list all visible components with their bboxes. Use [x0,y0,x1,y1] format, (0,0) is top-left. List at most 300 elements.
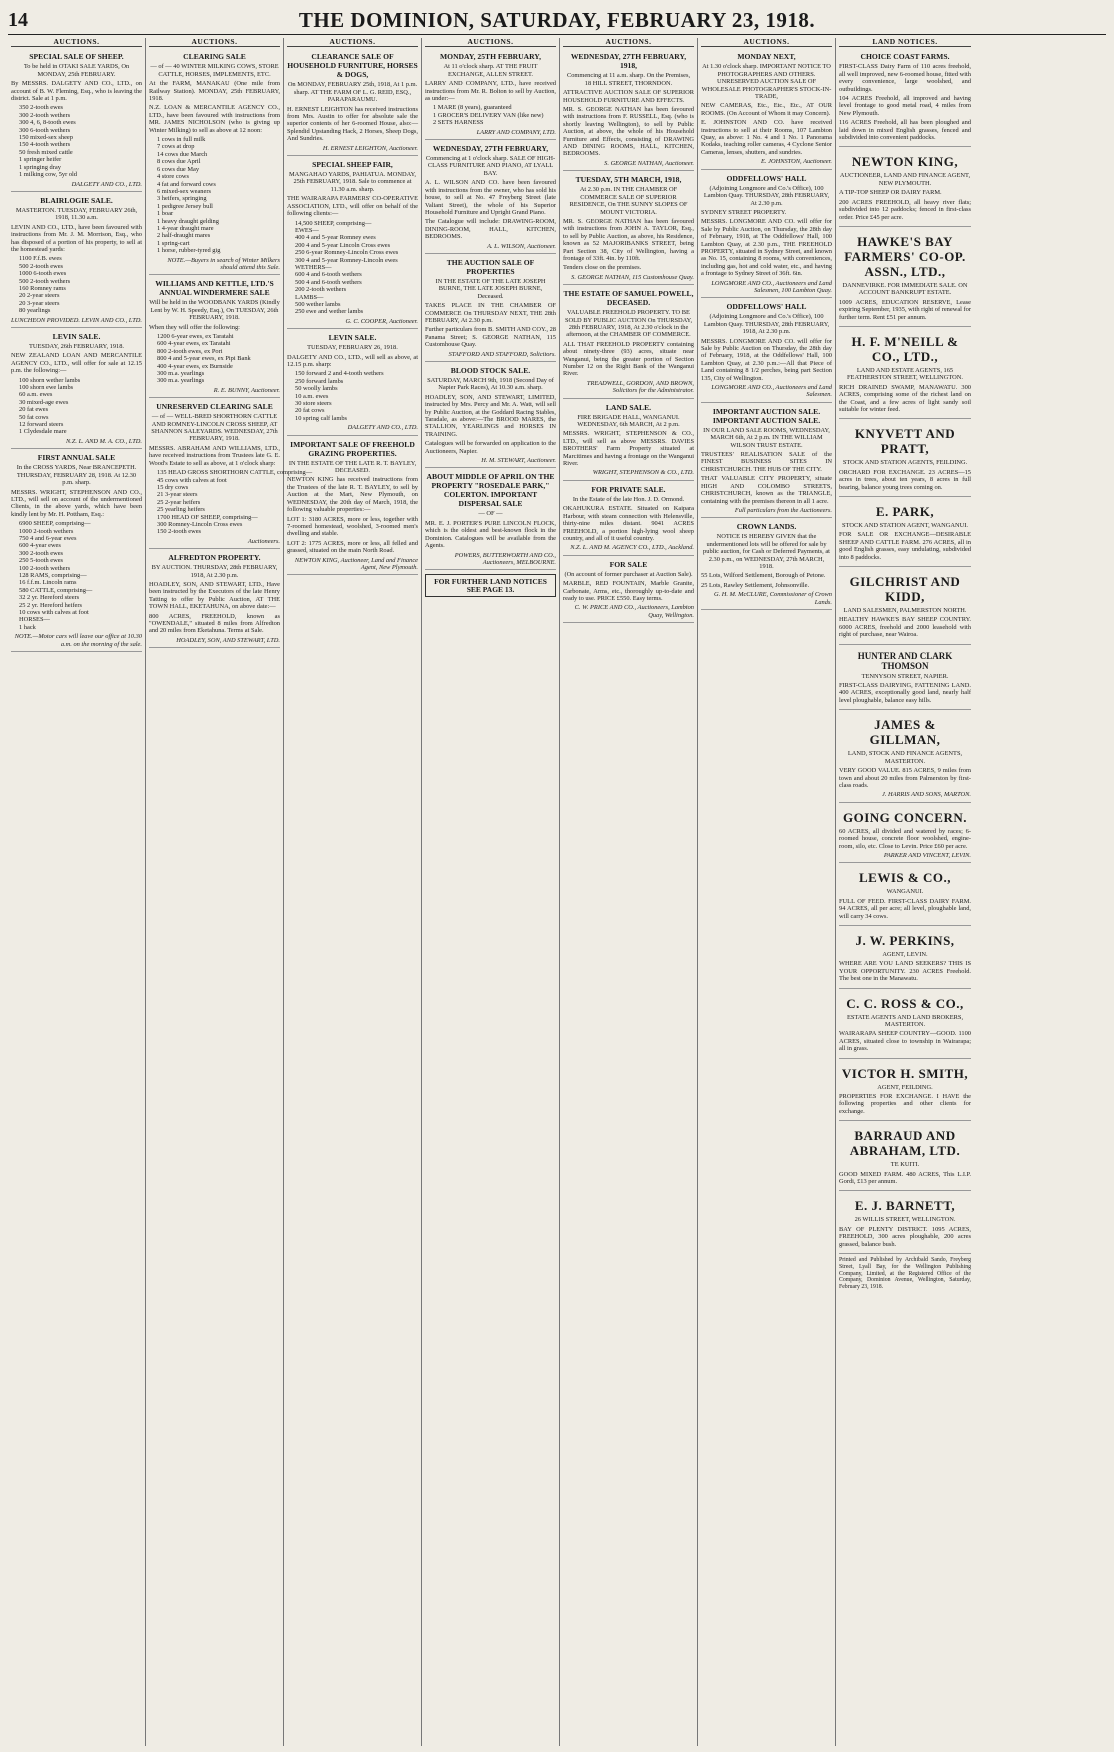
column-heading: AUCTIONS. [149,38,280,47]
ad-body [149,324,280,331]
advertisement [425,142,556,254]
ad-list-item: 350 2-tooth ewes [19,104,64,112]
column-1 [8,38,146,1746]
ad-list-item: 400 4 and 5-year Romney ewes [295,234,376,242]
ad-signature: G. C. COOPER, Auctioneer. [345,317,418,325]
advertisement [563,287,694,398]
ad-list-item: 500 wether lambs [295,300,341,308]
ad-heading: THE AUCTION SALE OF PROPERTIES [446,257,535,276]
ad-subheading: FIRE BRIGADE HALL, WANGANUI. WEDNESDAY, 6th MARCH, At 2 p.m. [577,413,680,429]
ad-list-item: 1 heavy draught gelding [157,217,219,225]
ad-subheading: — of — 40 WINTER MILKING COWS, STORE CATTLE, HORSES, IMPLEMENTS, ETC. [150,63,279,78]
ad-list-item: 400 4-year ewes, ex Burnside [157,362,233,370]
advertisement [839,499,971,567]
ad-heading: WEDNESDAY, 27TH FEBRUARY, 1918, [570,52,687,71]
ad-paragraph: ATTRACTIVE AUCTION SALE OF SUPERIOR HOUSEHOLD FURNITURE AND EFFECTS. [563,89,694,104]
ad-body [839,299,971,321]
ad-heading: H. F. M'NEILL & CO., LTD., [851,333,959,364]
ad-signature: NOTE.—Buyers in search of Winter Milkers should attend this Sale. [167,256,280,271]
advertisement [701,520,832,610]
ad-body [287,106,418,143]
ad-paragraph: 25 Lots, Rawley Settlement, Johnsonville. [701,581,810,589]
ad-list-item: 16 f.f.m. Lincoln rams [19,579,77,587]
ad-body [839,960,971,982]
ad-signature: A. L. WILSON, Auctioneer. [487,242,556,250]
ad-list-item: 250 5-tooth ewes [19,557,64,565]
ad-heading: J. W. PERKINS, [855,932,955,948]
ad-paragraph: DALGETY AND CO., LTD., will sell as above, at 12.15 p.m. sharp: [287,353,418,368]
ad-subheading: At 11 o'clock sharp. AT THE FRUIT EXCHANGE, ALLEN STREET. [443,63,538,78]
ad-body [701,338,832,382]
ad-heading: BARRAUD AND ABRAHAM, LTD. [849,1128,961,1159]
ad-body [839,384,971,414]
ad-paragraph: By MESSRS. DALGETY AND CO., LTD., on account of B. W. Fleming, Esq., who is leaving the district. Sale at 1 p.m. [11,80,142,103]
ad-list-item: 6900 SHEEP, comprising— [19,520,91,528]
ad-list-item: 100 2-tooth wethers [19,564,71,572]
further-notices-box: FOR FURTHER LAND NOTICES SEE PAGE 13. [425,574,556,597]
advertisement [11,194,142,328]
ad-signature: R. E. BUNNY, Auctioneer. [213,386,280,394]
ad-list-item: 300 2-tooth ewes [19,549,64,557]
ad-heading: HUNTER AND CLARK THOMSON [857,650,953,671]
ad-list-item: 32 2 yr. Hereford steers [19,594,80,602]
ad-list-item: 300 4 and 5-year Romney-Lincoln ewes [295,256,398,264]
ad-heading: GOING CONCERN. [842,809,967,825]
ad-body [563,218,694,272]
ad-paragraph: NEW ZEALAND LOAN AND MERCANTILE AGENCY CO., LTD., will offer for sale at 12.15 p.m. the following:— [11,352,142,375]
column-heading: AUCTIONS. [563,38,694,47]
advertisement [839,149,971,226]
ad-list-item: 25 2 yr. Hereford heifers [19,601,82,609]
ad-list-item: 300 4, 6, 8-tooth ewes [19,119,76,127]
ad-paragraph: 116 ACRES Freehold, all has been ploughed and laid down in mixed English grasses, fenced and subdivided into convenient paddocks. [839,119,971,142]
ad-paragraph: THAT VALUABLE CITY PROPERTY, situate HIGH AND COLOMBO STREETS, CHRISTCHURCH, known as the TRIANGLE, containing with the premises thereon in all 1 acre. [701,475,832,505]
ad-body [839,828,971,850]
ad-list-item: 21 3-year steers [157,491,198,499]
ad-paragraph: ALL THAT FREEHOLD PROPERTY containing about ninety-three (93) acres, situate near Wanganui, being the greater portion of Section Number 12 on the Right Bank of the Wanganui River. [563,340,694,378]
ad-heading: LEWIS & CO., [859,870,951,886]
ad-subheading: LAND, STOCK AND FINANCE AGENTS, MASTERTON. [847,750,963,765]
ad-list-item: LAMBS— [295,293,324,301]
advertisement [563,173,694,285]
ad-body [563,341,694,378]
ad-list-item: 1 GROCER'S DELIVERY VAN (like new) [433,111,544,119]
advertisement [11,451,142,652]
ad-list-item: 1 hack [19,623,36,631]
ad-subheading: In the CROSS YARDS, Near BRANCEPETH. THURSDAY, FEBRUARY 28, 1918. At 12.30 p.m. sharp. [16,464,137,487]
ad-paragraph: OKAHUKURA ESTATE. Situated on Kaipara Harbour, with steam connection with Helensville, thirty-nine miles distant. 9041 ACRES FREEHOLD, a portion high-lying wool sheep country, and all of it useful country. [563,505,694,542]
ad-heading: WEDNESDAY, 27TH FEBRUARY, [432,144,549,154]
ad-heading: ALFREDTON PROPERTY. [168,553,261,563]
ad-list-item: 2 half-draught mares [157,232,211,240]
ad-paragraph: HOADLEY, SON, AND STEWART, LIMITED, instructed by Mrs. Percy and Mr. A. Watt, will sell by Public Auction, at the Goddard Racing Stables, Taradale, as above:—The BROOD MARES, the STALLION, YEARLINGS and HORSES IN TRAINING. [425,393,556,438]
ad-paragraph: MR. S. GEORGE NATHAN has been favoured with instructions from F. RUSSELL, Esq. (who is shortly leaving Wellington), to sell by Public Auction, at above, the whole of his Household Furniture and Effects, consisting of DRAWING AND DINING ROOMS, HALL, KITCHEN, BEDROOMS. [563,106,694,158]
ad-list-item: 135 HEAD GROSS SHORTHORN CATTLE, comprising— [157,469,313,477]
ad-list-item: 1 Clydesdale mare [19,428,67,436]
advertisement [701,300,832,402]
ad-paragraph: 200 ACRES FREEHOLD, all heavy river flats; subdivided into 12 paddocks; fenced in first-class order. Price £45 per acre. [839,198,971,221]
ad-paragraph: NEW CAMERAS, Etc., Etc., Etc., AT OUR ROOMS. (On Account of Whom it may Concern). [701,102,832,117]
ad-list-item: 250 6-year Romney-Lincoln Cross ewes [295,249,399,257]
ad-signature: N.Z. L. AND M. A. CO., LTD. [66,437,142,445]
ad-list-item: 800 4 and 5-year ewes, ex Pipi Bank [157,355,251,363]
ad-body [839,1226,971,1248]
ad-body [839,1030,971,1052]
ad-list-item: EWES— [295,226,319,234]
ad-heading: E. J. BARNETT, [854,1198,956,1214]
column-heading: AUCTIONS. [701,38,832,47]
ad-paragraph: At the FARM, MANAKAU (One mile from Railway Station). MONDAY, 25th FEBRUARY, 1918. [149,80,280,103]
ad-subheading: At 1.30 o'clock sharp. IMPORTANT NOTICE TO PHOTOGRAPHERS AND OTHERS. UNRESERVED AUCTION SALE OF WHOLESALE PHOTOGRAPHER'S STOCK-IN-TRADE, [701,63,832,101]
ad-item-list [11,377,142,436]
ad-paragraph: ORCHARD FOR EXCHANGE. 23 ACRES—15 acres in trees, about ten years, 8 acres in full bearing, balance young trees coming on. [839,468,971,491]
advertisement [839,991,971,1059]
ad-paragraph: THE WAIRARAPA FARMERS' CO-OPERATIVE ASSOCIATION, LTD., will offer on behalf of the following clients:— [287,195,418,218]
ad-subheading: IN THE ESTATE OF THE LATE JOSEPH BURNE, THE LATE JOSEPH BURNE, Deceased. [435,277,546,300]
ad-list-item: 128 RAMS, comprising— [19,571,87,579]
ad-list-item: 14 cows due March [157,150,208,158]
ad-signature: DALGETY AND CO., LTD. [347,424,418,432]
ad-paragraph: 800 ACRES, FREEHOLD, known as "OWENDALE," situated 8 miles from Alfredton and 20 miles from Eketahuna. Terms at Sale. [149,612,280,635]
ad-heading: LAND SALE. [605,402,652,412]
ad-heading: FIRST ANNUAL SALE [37,453,116,463]
ad-list-item: 750 4 and 6-year ewes [19,534,77,542]
ad-body [839,616,971,638]
ad-body [287,476,418,554]
ad-paragraph: TAKES PLACE IN THE CHAMBER OF COMMERCE On THURSDAY NEXT, THE 28th FEBRUARY, At 2.30 p.m. [425,302,556,324]
ad-list-item: 150 2-tooth ewes [157,528,202,536]
advertisement [287,158,418,329]
ad-paragraph: LEVIN AND CO., LTD., have been favoured with instructions from Mr. J. M. Morrison, Esq., who has disposed of a portion of his property, to sell at the homestead yards: [11,223,142,253]
ad-signature: J. HARRIS AND SONS, MARTON. [881,791,971,799]
ad-subheading: VALUABLE FREEHOLD PROPERTY. TO BE SOLD BY PUBLIC AUCTION On THURSDAY, 28th FEBRUARY, 1918, At 2.30 o'clock in the afternoon, at the CHAMBER OF COMMERCE. [564,309,693,339]
ad-subheading: WANGANUI. [886,888,924,896]
ad-list-item: 800 2-tooth ewes, ex Pori [157,347,223,355]
ad-subheading: TUESDAY, 26th FEBRUARY, 1918. [28,343,125,350]
ad-list-item: 4 fat and forward cows [157,180,216,188]
ad-heading: CLEARANCE SALE OF HOUSEHOLD FURNITURE, HORSES & DOGS, [287,52,418,80]
ad-list-item: 15 dry cows [157,483,189,491]
ad-paragraph: NEWTON KING has received instructions from the Trustees of the late R. T. BAYLEY, to sell by Auction at the Mart, New Plymouth, on WEDNESDAY, the 20th day of March, 1918, the following valuable properties:— [287,476,418,514]
ad-list-item: 1 4-year draught mare [157,224,214,232]
ad-body [839,898,971,920]
column-heading: AUCTIONS. [425,38,556,47]
ad-heading: IMPORTANT AUCTION SALE. IMPORTANT AUCTION SALE. [712,406,821,425]
ad-paragraph: The Catalogue will include: DRAWING-ROOM, DINING-ROOM, HALL, KITCHEN, BEDROOMS. [425,218,556,241]
ad-paragraph: MESSRS. WRIGHT, STEPHENSON AND CO., LTD., will sell on account of the undermentioned Clients, in the above yards, which have been kindly lent by Mr. H. Pottham, Esq.: [11,488,142,518]
ad-list-item: 2 SETS HARNESS [433,119,484,127]
advertisement [425,50,556,140]
ad-subheading: (On account of former purchaser at Auction Sale). [564,570,693,578]
ad-paragraph: Catalogues will be forwarded on application to the Auctioneers, Napier. [425,440,556,455]
ad-heading: LEVIN SALE. [328,333,377,343]
ad-heading: ODDFELLOWS' HALL [726,173,807,183]
ad-body [11,352,142,374]
ad-list-item: 10 a.m. ewes [295,392,329,400]
ad-signature: NOTE.—Motor cars will leave our office at 10.30 a.m. on the morning of the sale. [14,633,142,648]
ad-signature: S. GEORGE NATHAN, Auctioneer. [604,159,694,167]
ad-paragraph: HEALTHY HAWKE'S BAY SHEEP COUNTRY. 6000 ACRES, freehold and 2000 leasehold with right of purchase, near Wairoa. [839,616,971,639]
ad-heading: BLAIRLOGIE SALE. [40,195,113,205]
ad-subheading: Commencing at 1 o'clock sharp. SALE OF HIGH-CLASS FURNITURE AND PIANO, AT LYALL BAY. [425,155,556,177]
ad-list-item: 150 mixed-sex sheep [19,134,73,142]
ad-body [425,302,556,348]
ad-list-item: 600 4-year ewes [19,542,61,550]
ad-paragraph: MR. S. GEORGE NATHAN has been favoured with instructions from JOHN A. TAYLOR, Esq., to sell by Public Auction, as above, his Residence, known as 52 MAJORIBANKS STREET, being Part Section 38, City of Wellington, having a frontage of 33ft. 4in. by 110ft. [563,217,694,262]
ad-list-item: 1 pedigree Jersey bull [157,202,213,210]
ad-body [839,1171,971,1186]
advertisement [839,329,971,419]
ad-body [287,354,418,369]
advertisement [149,551,280,648]
ad-item-list [149,469,313,536]
ad-paragraph: MESSRS. WRIGHT, STEPHENSON & CO., LTD., will sell as above MESSRS. DAVIES BROTHERS' Farm Property situated at Marcitimes and having a frontage on the Wanganui River. [563,430,694,468]
ad-list-item: 3 heifers, springing [157,195,207,203]
ad-paragraph: 1009 ACRES, EDUCATION RESERVE, Lease expiring September, 1935, with right of renewal for further term. Rent £51 per annum. [839,298,971,321]
ad-subheading: AGENT, FEILDING. [877,1083,933,1091]
ad-list-item: 7 cows at drop [157,143,195,151]
ad-list-item: 14,500 SHEEP, comprising— [295,219,372,227]
ad-list-item: 300 6-tooth wethers [19,126,71,134]
ad-list-item: 6 mixed-sex weaners [157,187,211,195]
ad-paragraph: GOOD MIXED FARM. 480 ACRES, This L.I.P. Gordi, £13 per annum. [839,1170,971,1186]
ad-body [563,580,694,602]
masthead [8,6,1106,35]
advertisement [701,50,832,169]
advertisement [563,558,694,623]
ad-body [287,195,418,217]
advertisement [287,331,418,435]
advertisement [701,172,832,299]
advertisement [425,256,556,362]
ad-list-item: 500 4 and 6-tooth wethers [295,278,362,286]
ad-paragraph: LOT 1: 3180 ACRES, more or less, together with 7-roomed homestead, woolshed, 3-roomed men's dwelling and stable. [287,515,418,538]
advertisement [11,330,142,449]
advertisement [839,421,971,497]
advertisement [839,1123,971,1191]
ad-body [563,89,694,158]
ad-subheading: At 2.30 p.m. IN THE CHAMBER OF COMMERCE SALE OF SUPERIOR RESIDENCE, On THE SUNNY SLOPES OF MOUNT VICTORIA. [569,186,688,216]
ad-body [11,224,142,254]
ad-subheading: LAND AND ESTATE AGENTS, 165 FEATHERSTON STREET, WELLINGTON. [847,366,963,382]
ad-list-item: 300 2-tooth wethers [19,111,71,119]
ad-list-item: 200 2-tooth wethers [295,286,347,294]
ad-body [149,80,280,134]
ad-paragraph: PROPERTIES FOR EXCHANGE. I HAVE the following properties and other clients for exchange. [839,1093,971,1115]
ad-list-item: 200 4 and 5-year Lincoln Cross ewes [295,241,391,249]
ad-subheading: On MONDAY, FEBRUARY 25th, 1918, At 1 p.m. sharp. AT THE FARM OF L. G. REID, ESQ., PARAPARAUMU. [287,81,418,104]
ad-list-item: 1 springing dray [19,163,61,171]
ad-signature: LONGMORE AND CO., Auctioneers and Land Salesmen, 100 Lambton Quay. [711,279,832,294]
newspaper-title: THE DOMINION, SATURDAY, FEBRUARY 23, 1918. [298,7,816,32]
ad-paragraph: N.Z. LOAN & MERCANTILE AGENCY CO., LTD., have been favoured with instructions from MR. JAMES NICHOLSON (who is giving up Winter Milking) to sell as above at 12 noon: [149,104,280,134]
column-3 [284,38,422,1746]
ad-heading: ODDFELLOWS' HALL [726,302,807,312]
ad-heading: CLEARING SALE [183,52,246,62]
ad-list-item: 10 spring calf lambs [295,414,348,422]
ad-signature: C. W. PRICE AND CO., Auctioneers, Lambton Quay, Wellington. [574,604,694,619]
ad-list-item: 10 cows with calves at foot [19,609,89,616]
page-number: 14 [8,8,28,31]
ad-list-item: 500 2-tooth wethers [19,277,71,285]
ad-heading: FOR PRIVATE SALE. [591,484,666,494]
column-heading: AUCTIONS. [11,38,142,47]
ad-heading: IMPORTANT SALE OF FREEHOLD GRAZING PROPERTIES. [290,439,415,458]
ad-heading: SPECIAL SALE OF SHEEP. [29,52,124,62]
ad-paragraph: MARBLE, RED FOUNTAIN, Marble Granite, Carbonate, Arms, etc., thoroughly up-to-date and ready to use. PRICE £550. Easy terms. [563,580,694,602]
ad-heading: JAMES & GILLMAN, [869,717,941,748]
ad-list-item: 60 a.m. ewes [19,391,53,399]
ad-list-item: 300 m.a. yearlings [157,370,205,378]
column-6 [698,38,836,1746]
ad-item-list [11,520,142,631]
advertisement [149,50,280,275]
ad-list-item: 1 spring-cart [157,239,190,247]
ad-paragraph: VERY GOOD VALUE. 815 ACRES, 9 miles from town and about 20 miles from Palmerston by first-class roads. [839,767,971,789]
ad-signature: DALGETY AND CO., LTD. [71,180,142,188]
advertisement [149,277,280,398]
ad-subheading: Will be held in the WOODBANK YARDS (Kindly Lent by W. H. Speedy, Esq.), On TUESDAY, 26th FEBRUARY, 1918. [149,299,280,322]
ad-item-list [287,370,418,422]
ad-body [839,189,971,221]
advertisement [425,364,556,468]
ad-signature: NEWTON KING, Auctioneer, Land and Finance Agent, New Plymouth. [294,556,418,571]
ad-list-item: 1200 6-year ewes, ex Taratahi [157,333,234,340]
ad-signature: N.Z. L. AND M. AGENCY CO., LTD., Auckland. [570,544,694,552]
ad-paragraph: MESSRS. ABRAHAM AND WILLIAMS, LTD., have received instructions from Trustees late G. E. Wood's Estate to sell as above, at 1 o'clock sharp: [149,444,280,467]
ad-heading: C. C. ROSS & CO., [846,995,964,1011]
ad-heading: THE ESTATE OF SAMUEL POWELL, DECEASED. [563,289,694,308]
column-4 [422,38,560,1746]
ad-paragraph: 55 Lots, Wilford Settlement, Borough of Petone. [701,572,826,580]
ad-list-item: 4 store cows [157,173,189,181]
ad-subheading: Commencing at 11 a.m. sharp. On the Premises, 18 HILL STREET, THORNDON. [566,72,691,87]
ad-item-list [425,104,556,126]
ad-body [149,581,280,635]
ad-list-item: 300 m.a. yearlings [157,377,205,385]
ad-heading: E. PARK, [875,504,935,519]
ad-list-item: 250 forward lambs [295,377,344,385]
ad-paragraph: A. L. WILSON AND CO. have been favoured with instructions from the owner, who has sold his house, to sell at No. 47 Freyberg Street (late Valiant Street), the whole of his Superior Household Furniture and Upright Grand Piano. [425,179,556,216]
ad-heading: BLOOD STOCK SALE. [450,366,531,375]
columns-container [8,38,1106,1746]
ad-list-item: HORSES— [19,616,50,624]
ad-list-item: 1 cows in full milk [157,136,206,144]
ad-item-list [287,220,418,316]
ad-subheading: In the Estate of the late Hon. J. D. Ormond. [572,495,685,503]
advertisement [563,50,694,171]
ad-item-list [11,255,142,314]
ad-paragraph: E. JOHNSTON AND CO. have received instructions to sell at their Rooms, 107 Lambton Quay, as above: 1 No. 4 and 1 No. 1 Panorama Kodaks, teaching roller cameras, 4 Cyclone Senior Cameras, lenses, shutters, and sundries. [701,119,832,156]
advertisement [839,569,971,645]
ad-signature: LONGMORE AND CO., Auctioneers and Land Salesmen. [711,384,832,399]
advertisement [839,1193,971,1254]
ad-subheading: TE KUITI. [890,1161,920,1169]
ad-paragraph: BAY OF PLENTY DISTRICT. 1095 ACRES, FREEHOLD, 300 acres ploughable, 200 acres grassed, balance bush. [839,1225,971,1248]
ad-heading: TUESDAY, 5TH MARCH, 1918, [575,175,682,185]
ad-subheading: AUCTIONEER, LAND AND FINANCE AGENT, NEW PLYMOUTH. [839,172,971,187]
ad-subheading: SATURDAY, MARCH 9th, 1918 (Second Day of Napier Park Races), At 10.30 a.m. sharp. [427,377,554,392]
ad-list-item: 150 4-tooth wethers [19,141,71,149]
ad-list-item: 1100 F.f.B. ewes [19,255,62,263]
ad-subheading: IN OUR LAND SALE ROOMS, WEDNESDAY, MARCH 6th, At 2 p.m. IN THE WILLIAM WILSON TRUST ESTATE. [703,426,830,449]
ad-signature: POWERS, BUTTERWORTH AND CO., Auctioneers, MELBOURNE. [454,551,556,566]
ad-list-item: 30 mixed-age ewes [19,398,69,406]
ad-paragraph: MESSRS. LONGMORE AND CO. will offer for Sale by Public Auction on Thursday, the 28th day of February, 1918, at the Oddfellows' Hall, 100 Lambton Quay, at 2.30 p.m.:—All that Piece of Land containing 8 1/2 perches, being part Section 135, City of Wellington. [701,337,832,382]
ad-signature: LUNCHEON PROVIDED. LEVIN AND CO., LTD. [11,316,142,324]
ad-body [839,1093,971,1115]
ad-list-item: 6 cows due May [157,165,200,173]
ad-paragraph: WAIRARAPA SHEEP COUNTRY—GOOD. 1100 ACRES, situated close to township in Wairarapa; all in grass. [839,1030,971,1053]
ad-subheading: 26 WILLIS STREET, WELLINGTON. [854,1216,956,1224]
advertisement [839,928,971,989]
ad-heading: CROWN LANDS. [736,522,797,532]
ad-signature: TREADWELL, GORDON, AND BROWN, Solicitors for the Administrator. [586,379,694,395]
ad-body [425,394,556,455]
ad-heading: MONDAY, 25TH FEBRUARY, [440,52,541,62]
ad-heading: CHOICE COAST FARMS. [860,52,950,62]
advertisement [287,50,418,156]
ad-heading: HAWKE'S BAY FARMERS' CO-OP. ASSN., LTD., [844,233,966,279]
ad-paragraph: FIRST-CLASS DAIRYING, FATTENING LAND. 400 ACRES, exceptionally good land, nearly half level ploughable, balance easy hills. [839,682,971,704]
ad-body [701,572,832,589]
ad-subheading: ESTATE AGENTS AND LAND BROKERS, MASTERTON. [846,1013,964,1028]
ad-signature: S. GEORGE NATHAN, 115 Customhouse Quay. [571,273,694,281]
ad-item-list [11,104,142,178]
ad-paragraph: TRUSTEES' REALISATION SALE of the FINEST BUSINESS SITES IN CHRISTCHURCH. THE HUB OF THE CITY. [701,451,832,473]
ad-heading: WILLIAMS AND KETTLE, LTD.'S ANNUAL WINDERMERE SALE [155,279,274,298]
ad-list-item: 1000 2-tooth wethers [19,527,74,535]
ad-list-item: 1 milking cow, 5yr old [19,171,77,179]
advertisement [11,50,142,192]
column-heading: AUCTIONS. [287,38,418,47]
ad-paragraph: When they will offer the following: [149,323,240,331]
ad-subheading: MASTERTON. TUESDAY, FEBRUARY 26th, 1918, 11.30 a.m. [15,206,138,222]
ad-body [563,430,694,467]
ad-signature: Auctioneers. [247,537,280,545]
ad-body [701,102,832,156]
ad-subheading: — OF — [478,510,503,518]
ad-list-item: 500 2-tooth ewes [19,262,64,270]
ad-body [425,520,556,550]
ad-paragraph: MESSRS. LONGMORE AND CO. will offer for Sale by Public Auction, on Thursday, the 28th day of February, 1918, at The Oddfellows' Hall, 100 Lambton Quay, at 2.30 p.m., THE FREEHOLD PROPERTY, situated in Sydney Street, and known as No. 15, containing 8 rooms, with conveniences, including gas, hot and cold water, etc., and having a frontage to Sydney Street of 36ft. 6in. [701,218,832,278]
ad-signature: H. M. STEWART, Auctioneer. [481,457,556,465]
ad-item-list [149,333,280,385]
column-5 [560,38,698,1746]
ad-subheading: AGENT, LEVIN. [882,950,928,958]
ad-list-item: 580 CATTLE, comprising— [19,586,93,594]
ad-paragraph: A TIP-TOP SHEEP OR DAIRY FARM. [839,189,942,197]
ad-list-item: 160 Romney rams [19,284,66,292]
publisher-imprint: Printed and Published by Archibald Sando, Freyberg Street, Lyall Bay, for the Wellington Publishing Company, Limited, at the Registered Office of the Company, Dominion Avenue, Wellington, Saturday, February 23, 1918. [839,1257,971,1291]
ad-heading: KNYVETT AND PRATT, [854,426,956,457]
advertisement [287,438,418,576]
ad-list-item: WETHERS— [295,263,332,271]
ad-item-list [149,136,280,255]
ad-paragraph: H. ERNEST LEIGHTON has received instructions from Mrs. Austin to offer for absolute sale the superior contents of her 6-roomed House, also:—Splendid Upstanding Hack, 2 Horses, Sheep Dogs, And Sundries. [287,105,418,143]
ad-paragraph: Tenders close on the premises. [563,264,642,272]
ad-signature: E. JOHNSTON, Auctioneer. [761,158,832,166]
ad-subheading: (Adjoining Longmore and Co.'s Office), 100 Lambton Quay. THURSDAY, 28th FEBRUARY, At 2.30 p.m. [703,184,830,207]
ad-paragraph: HOADLEY, SON, AND STEWART, LTD., Have been instructed by the Executors of the late Henry Tatting to offer by Public Auction, AT THE TOWN HALL, EKETAHUNA, on above date:— [149,580,280,611]
ad-body [11,80,142,102]
ad-list-item: 1 boar [157,210,174,218]
ad-paragraph: WHERE ARE YOU LAND SEEKERS? THIS IS YOUR OPPORTUNITY. 230 ACRES Freehold. The best one in the Manawatu. [839,960,971,983]
ad-paragraph: Further particulars from B. SMITH AND COY., 28 Panama Street; S. GEORGE NATHAN, 115 Customhouse Quay. [425,326,556,349]
ad-body [701,209,832,278]
ad-subheading: IN THE ESTATE OF THE LATE R. T. BAYLEY, DECEASED. [288,459,417,475]
ad-list-item: 20 fat cows [295,407,325,415]
